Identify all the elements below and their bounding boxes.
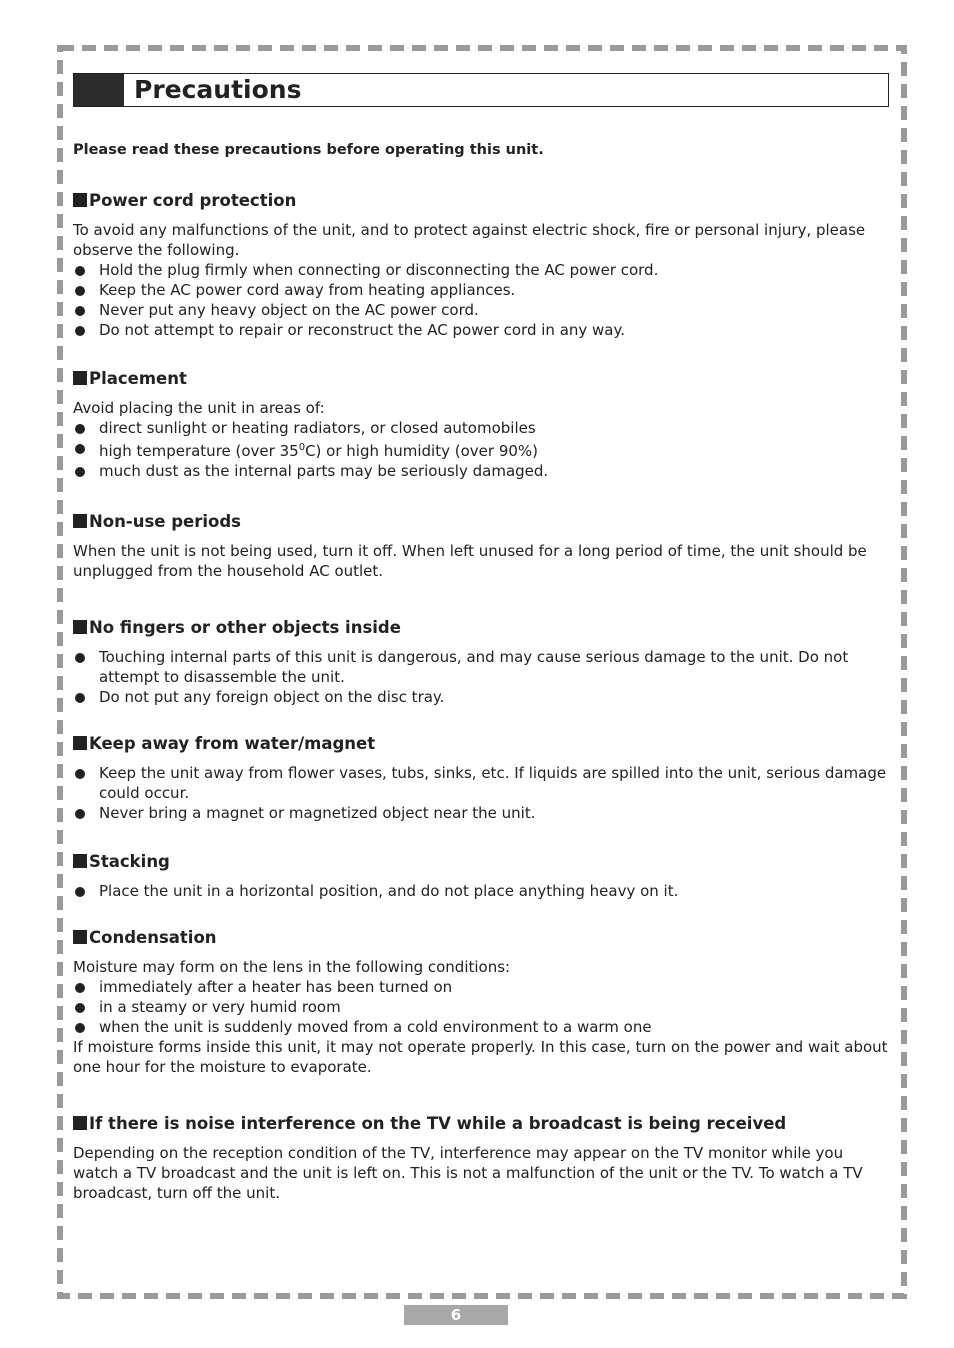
list-item: high temperature (over $35^0C$) or high humidity (over 90%) <box>73 438 888 461</box>
square-bullet-icon <box>73 371 87 385</box>
list-item: Touching internal parts of this unit is dangerous, and may cause serious damage to the unit. Do not attempt to disassemble the unit. <box>73 647 888 687</box>
bullet-list <box>73 977 888 1037</box>
bullet-dot-icon <box>75 769 85 779</box>
square-bullet-icon <box>73 620 87 634</box>
list-item: Keep the unit away from flower vases, tubs, sinks, etc. If liquids are spilled into the unit, serious damage could occur. <box>73 763 888 803</box>
section-placement <box>73 368 888 481</box>
section-lead: Moisture may form on the lens in the following conditions: <box>73 958 511 976</box>
section-trail: If moisture forms inside this unit, it may not operate properly. In this case, turn on the power and wait about one hour for the moisture to evaporate. <box>73 1038 888 1076</box>
list-item: Never bring a magnet or magnetized object near the unit. <box>73 803 888 823</box>
section-lead: Depending on the reception condition of the TV, interference may appear on the TV monitor while you watch a TV broadcast and the unit is left on. This is not a malfunction of the unit or the TV. To watch a TV broadcast, turn off the unit. <box>73 1144 863 1202</box>
section-heading: Placement <box>73 368 888 389</box>
bullet-list <box>73 647 888 707</box>
bullet-dot-icon <box>75 306 85 316</box>
square-bullet-icon <box>73 514 87 528</box>
section-heading: Power cord protection <box>73 190 888 211</box>
page-title: Precautions <box>134 75 302 104</box>
bullet-list <box>73 881 888 901</box>
list-item: Place the unit in a horizontal position, and do not place anything heavy on it. <box>73 881 888 901</box>
section-water-magnet <box>73 733 888 823</box>
title-accent-block <box>74 74 124 106</box>
list-item: much dust as the internal parts may be seriously damaged. <box>73 461 888 481</box>
section-no-fingers <box>73 617 888 707</box>
list-item: Keep the AC power cord away from heating appliances. <box>73 280 888 300</box>
list-item: Never put any heavy object on the AC power cord. <box>73 300 888 320</box>
square-bullet-icon <box>73 930 87 944</box>
section-condensation <box>73 927 888 1077</box>
bullet-dot-icon <box>75 286 85 296</box>
section-lead: To avoid any malfunctions of the unit, and to protect against electric shock, fire or personal injury, please observe the following. <box>73 221 866 259</box>
page-number: 6 <box>404 1305 508 1325</box>
list-item: direct sunlight or heating radiators, or closed automobiles <box>73 418 888 438</box>
section-heading: Keep away from water/magnet <box>73 733 888 754</box>
bullet-list <box>73 260 888 340</box>
bullet-dot-icon <box>75 326 85 336</box>
section-power-cord <box>73 190 888 340</box>
section-stacking <box>73 851 888 901</box>
bullet-dot-icon <box>75 1023 85 1033</box>
list-item: when the unit is suddenly moved from a cold environment to a warm one <box>73 1017 888 1037</box>
section-heading: Condensation <box>73 927 888 948</box>
section-noise-interference <box>73 1113 888 1203</box>
square-bullet-icon <box>73 193 87 207</box>
bullet-dot-icon <box>75 983 85 993</box>
intro-text: Please read these precautions before operating this unit. <box>73 142 544 158</box>
section-non-use <box>73 511 888 581</box>
bullet-dot-icon <box>75 424 85 434</box>
square-bullet-icon <box>73 736 87 750</box>
bullet-dot-icon <box>75 1003 85 1013</box>
bullet-list <box>73 763 888 823</box>
bullet-dot-icon <box>75 653 85 663</box>
list-item: Hold the plug firmly when connecting or disconnecting the AC power cord. <box>73 260 888 280</box>
section-heading: No fingers or other objects inside <box>73 617 888 638</box>
list-item: in a steamy or very humid room <box>73 997 888 1017</box>
section-heading: If there is noise interference on the TV while a broadcast is being received <box>73 1113 888 1134</box>
bullet-dot-icon <box>75 693 85 703</box>
square-bullet-icon <box>73 1116 87 1130</box>
list-item: Do not attempt to repair or reconstruct the AC power cord in any way. <box>73 320 888 340</box>
bullet-dot-icon <box>75 467 85 477</box>
title-bar <box>73 73 889 107</box>
bullet-dot-icon <box>75 444 85 454</box>
square-bullet-icon <box>73 854 87 868</box>
list-item: immediately after a heater has been turned on <box>73 977 888 997</box>
section-heading: Stacking <box>73 851 888 872</box>
section-lead: Avoid placing the unit in areas of: <box>73 399 325 417</box>
bullet-dot-icon <box>75 809 85 819</box>
bullet-list <box>73 418 888 481</box>
bullet-dot-icon <box>75 887 85 897</box>
section-lead: When the unit is not being used, turn it off. When left unused for a long period of time, the unit should be unplugged from the household AC outlet. <box>73 542 867 580</box>
content <box>73 140 888 1203</box>
list-item: Do not put any foreign object on the disc tray. <box>73 687 888 707</box>
bullet-dot-icon <box>75 266 85 276</box>
section-heading: Non-use periods <box>73 511 888 532</box>
